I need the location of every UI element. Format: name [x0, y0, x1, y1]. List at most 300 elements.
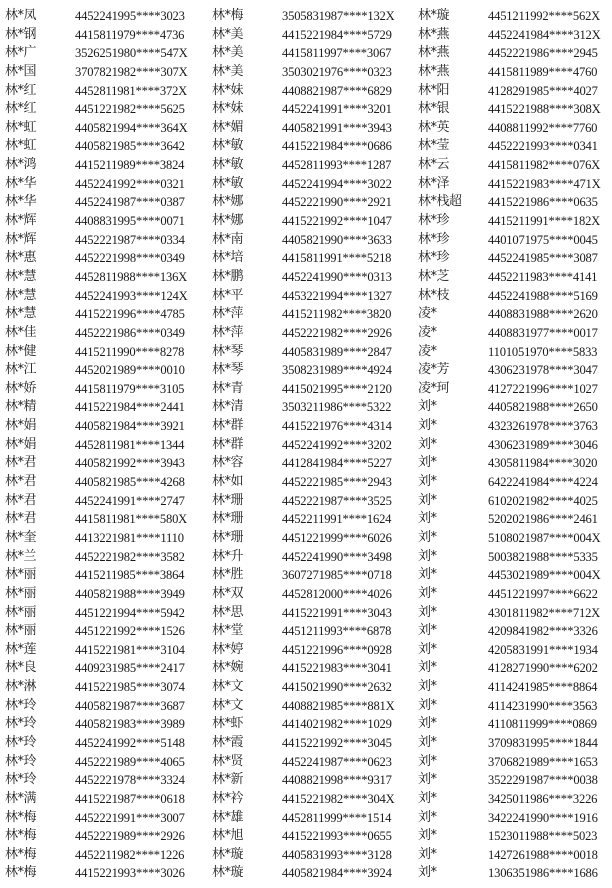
list-row	[212, 492, 417, 511]
id-number: 4305811984****3020	[488, 456, 598, 471]
person-name: 林*敏	[212, 157, 244, 173]
list-row	[418, 771, 612, 790]
id-number: 4209841982****3326	[488, 624, 598, 639]
list-row	[5, 622, 210, 641]
person-name: 林*璇	[212, 865, 244, 881]
person-name: 林*珍	[418, 231, 450, 247]
id-number: 4127221996****1027	[488, 381, 598, 396]
person-name: 林*君	[5, 474, 37, 490]
id-number: 4452221985****2943	[282, 475, 392, 490]
id-number: 4114231990****3563	[488, 698, 598, 713]
person-name: 林*敏	[212, 138, 244, 154]
person-name: 刘*	[418, 455, 437, 471]
list-row	[5, 641, 210, 660]
person-name: 林*璇	[212, 846, 244, 862]
id-number: 4451221982****5625	[75, 102, 185, 117]
list-row	[418, 193, 612, 212]
list-row	[212, 82, 417, 101]
id-number: 4415221992****3045	[282, 735, 392, 750]
id-number: 4452241995****3023	[75, 9, 185, 23]
list-row	[212, 175, 417, 194]
list-row	[5, 193, 210, 212]
list-row	[5, 827, 210, 846]
list-row	[212, 26, 417, 45]
person-name: 林*慧	[5, 306, 37, 322]
person-name: 林*君	[5, 492, 37, 508]
person-name: 林*婷	[212, 641, 244, 657]
list-row	[5, 100, 210, 119]
id-number: 4415811979****3105	[75, 381, 185, 396]
id-number: 4452221986****0349	[75, 325, 185, 340]
list-row	[212, 63, 417, 82]
id-number: 4415221988****308X	[488, 102, 601, 117]
list-row	[5, 380, 210, 399]
id-number: 4408831977****0017	[488, 325, 598, 340]
list-row	[5, 417, 210, 436]
list-row	[418, 343, 612, 362]
list-row	[5, 790, 210, 809]
person-name: 林*珊	[212, 492, 244, 508]
id-number: 3709831995****1844	[488, 735, 598, 750]
list-row	[418, 753, 612, 772]
list-row	[418, 398, 612, 417]
id-number: 4452811988****136X	[75, 269, 188, 284]
person-name: 刘*	[418, 623, 437, 639]
list-row	[418, 641, 612, 660]
person-name: 刘*	[418, 679, 437, 695]
person-name: 林*江	[5, 362, 37, 378]
person-name: 林*文	[212, 679, 244, 695]
list-row	[5, 343, 210, 362]
id-number: 4451221996****0928	[282, 642, 392, 657]
person-name: 林*平	[212, 287, 244, 303]
list-row	[418, 436, 612, 455]
id-number: 4110811999****0869	[488, 717, 597, 732]
id-number: 3505831987****132X	[282, 9, 395, 23]
list-row	[5, 26, 210, 45]
id-number: 4128271990****6202	[488, 661, 598, 676]
id-number: 4452211991****1624	[282, 512, 392, 527]
person-name: 林*胜	[212, 567, 244, 583]
id-number: 4452221993****0341	[488, 139, 598, 154]
id-number: 3425011986****3226	[488, 791, 598, 806]
person-name: 刘*	[418, 697, 437, 713]
person-name: 林*丽	[5, 585, 37, 601]
person-name: 凌*	[418, 343, 437, 359]
id-number: 4452241992****3202	[282, 437, 392, 452]
list-row	[418, 678, 612, 697]
list-row	[5, 82, 210, 101]
id-number: 4414021982****1029	[282, 717, 392, 732]
list-row	[418, 510, 612, 529]
id-number: 4405821994****364X	[75, 120, 188, 135]
person-name: 林*美	[212, 45, 244, 61]
id-number: 4415021995****2120	[282, 381, 392, 396]
id-number: 4405821983****3989	[75, 717, 185, 732]
id-number: 4452241990****0313	[282, 269, 392, 284]
list-row	[5, 175, 210, 194]
list-row	[418, 305, 612, 324]
person-name: 林*君	[5, 455, 37, 471]
list-row	[5, 809, 210, 828]
list-row	[418, 734, 612, 753]
person-name: 林*娇	[5, 380, 37, 396]
person-name: 林*南	[212, 231, 244, 247]
list-row	[212, 287, 417, 306]
id-number: 4415221984****5729	[282, 27, 392, 42]
id-number: 4405821991****3943	[282, 120, 392, 135]
id-number: 4306231989****3046	[488, 437, 598, 452]
list-row	[212, 846, 417, 865]
list-row	[212, 436, 417, 455]
id-number: 4405821985****3642	[75, 139, 185, 154]
list-row	[418, 212, 612, 231]
id-number: 4452221982****2926	[282, 325, 392, 340]
id-number: 3422241990****1916	[488, 810, 598, 825]
id-number: 4401071975****0045	[488, 232, 598, 247]
id-number: 4451221999****6026	[282, 530, 392, 545]
id-number: 4415221985****3074	[75, 680, 185, 695]
person-name: 林*虹	[5, 138, 37, 154]
person-name: 林*堂	[212, 623, 244, 639]
list-row	[212, 398, 417, 417]
list-row	[212, 212, 417, 231]
list-row	[212, 193, 417, 212]
list-row	[418, 697, 612, 716]
person-name: 林*雄	[212, 809, 244, 825]
list-row	[212, 734, 417, 753]
id-number: 3526251980****547X	[75, 46, 188, 61]
list-row	[5, 436, 210, 455]
person-name: 林*群	[212, 418, 244, 434]
list-row	[212, 585, 417, 604]
person-name: 林*燕	[418, 63, 450, 79]
id-number: 4415211989****3824	[75, 158, 185, 173]
list-row	[212, 659, 417, 678]
list-row	[212, 790, 417, 809]
list-row	[5, 492, 210, 511]
person-name: 林*兰	[5, 548, 37, 564]
person-name: 林*红	[5, 82, 37, 98]
person-name: 林*娟	[5, 418, 37, 434]
id-number: 4452811999****1514	[282, 810, 392, 825]
id-number: 4452241992****5148	[75, 735, 185, 750]
id-number: 4453221994****1327	[282, 288, 392, 303]
id-number: 5003821988****5335	[488, 549, 598, 564]
id-number: 4415221976****4314	[282, 419, 392, 434]
list-row	[418, 26, 612, 45]
person-name: 林*玲	[5, 716, 37, 732]
person-name: 林*丽	[5, 623, 37, 639]
id-number: 3503021976****0323	[282, 64, 392, 79]
id-number: 4415221981****3104	[75, 642, 185, 657]
person-name: 刘*	[418, 734, 437, 750]
id-number: 4452221978****3324	[75, 773, 185, 788]
list-row	[418, 809, 612, 828]
id-number: 4452241988****5169	[488, 288, 598, 303]
id-number: 4415211985****3864	[75, 568, 185, 583]
id-number: 3706821989****1653	[488, 754, 598, 769]
list-row	[212, 137, 417, 156]
list-row	[212, 697, 417, 716]
person-name: 刘*	[418, 436, 437, 452]
id-number: 4453021989****004X	[488, 568, 601, 583]
person-name: 刘*	[418, 418, 437, 434]
person-name: 林*红	[5, 101, 37, 117]
person-name: 林*娜	[212, 213, 244, 229]
person-name: 刘*	[418, 585, 437, 601]
id-number: 4452211982****1226	[75, 847, 185, 862]
list-column-1	[5, 7, 210, 883]
person-name: 林*娟	[5, 436, 37, 452]
id-number: 4415211991****182X	[488, 214, 601, 229]
list-row	[418, 361, 612, 380]
person-name: 林*美	[212, 63, 244, 79]
id-number: 4405821987****3687	[75, 698, 185, 713]
list-row	[5, 44, 210, 63]
person-name: 林*莲	[5, 641, 37, 657]
person-name: 刘*	[418, 399, 437, 415]
id-number: 4415811997****3067	[282, 46, 392, 61]
id-number: 4114241985****8864	[488, 680, 598, 695]
id-number: 4205831991****1934	[488, 642, 598, 657]
list-row	[418, 63, 612, 82]
list-row	[5, 398, 210, 417]
person-name: 林*霞	[212, 734, 244, 750]
id-number: 4452221986****2945	[488, 46, 598, 61]
list-row	[418, 82, 612, 101]
id-number: 1427261988****0018	[488, 847, 598, 862]
person-name: 林*健	[5, 343, 37, 359]
list-row	[212, 343, 417, 362]
person-name: 刘*	[418, 828, 437, 844]
person-name: 林*美	[212, 26, 244, 42]
person-name: 刘*	[418, 529, 437, 545]
id-number: 4451211992****562X	[488, 9, 601, 23]
list-row	[212, 678, 417, 697]
person-name: 林*培	[212, 250, 244, 266]
person-name: 林*新	[212, 772, 244, 788]
list-row	[418, 846, 612, 865]
id-number: 4408811992****7760	[488, 120, 598, 135]
list-row	[5, 231, 210, 250]
person-name: 刘*	[418, 548, 437, 564]
id-number: 4452811993****1287	[282, 158, 392, 173]
list-row	[418, 100, 612, 119]
person-name: 刘*	[418, 567, 437, 583]
person-name: 林*阳	[418, 82, 450, 98]
list-row	[212, 417, 417, 436]
id-number: 4452241992****0321	[75, 176, 185, 191]
list-row	[212, 827, 417, 846]
person-name: 林*琴	[212, 343, 244, 359]
list-row	[418, 864, 612, 883]
person-name: 林*泽	[418, 175, 450, 191]
id-number: 4451211993****6878	[282, 624, 392, 639]
person-name: 林*莹	[418, 138, 450, 154]
person-name: 林*芝	[418, 268, 450, 284]
list-row	[212, 566, 417, 585]
person-name: 林*玲	[5, 734, 37, 750]
person-name: 刘*	[418, 492, 437, 508]
person-name: 林*媚	[212, 119, 244, 135]
list-row	[5, 753, 210, 772]
person-name: 林*梅	[5, 809, 37, 825]
id-number: 4452221989****4065	[75, 754, 185, 769]
id-number: 4323261978****3763	[488, 419, 598, 434]
person-name: 林*辉	[5, 213, 37, 229]
list-row	[5, 305, 210, 324]
list-row	[5, 678, 210, 697]
id-number: 4408821998****9317	[282, 773, 392, 788]
id-number: 4415221993****3026	[75, 866, 185, 881]
list-row	[212, 380, 417, 399]
id-number: 1101051970****5833	[488, 344, 598, 359]
list-row	[212, 715, 417, 734]
list-row	[418, 324, 612, 343]
id-number: 4452241985****3087	[488, 251, 598, 266]
person-name: 刘*	[418, 641, 437, 657]
id-number: 3522291987****0038	[488, 773, 598, 788]
list-row	[212, 473, 417, 492]
id-number: 4128291985****4027	[488, 83, 598, 98]
id-number: 4405821992****3943	[75, 456, 185, 471]
list-row	[418, 156, 612, 175]
person-name: 林*钢	[5, 26, 37, 42]
id-number: 4415221983****471X	[488, 176, 601, 191]
person-name: 林*玲	[5, 753, 37, 769]
list-row	[212, 249, 417, 268]
list-row	[212, 809, 417, 828]
id-number: 4452811981****1344	[75, 437, 185, 452]
id-number: 4415811979****4736	[75, 27, 185, 42]
person-name: 凌*	[418, 306, 437, 322]
person-name: 林*妹	[212, 82, 244, 98]
list-row	[212, 622, 417, 641]
id-number: 4415221982****304X	[282, 791, 395, 806]
id-number: 4408831995****0071	[75, 214, 185, 229]
person-name: 凌*芳	[418, 362, 450, 378]
person-name: 林*玲	[5, 697, 37, 713]
list-row	[418, 268, 612, 287]
person-name: 林*英	[418, 119, 450, 135]
id-number: 4452221991****3007	[75, 810, 185, 825]
id-number: 4415221993****0655	[282, 829, 392, 844]
person-name: 刘*	[418, 474, 437, 490]
id-number: 4452221987****0334	[75, 232, 185, 247]
person-name: 林*虾	[212, 716, 244, 732]
person-name: 林*广	[5, 45, 37, 61]
list-row	[418, 380, 612, 399]
id-number: 4415811981****580X	[75, 512, 188, 527]
person-name: 林*精	[5, 399, 37, 415]
person-name: 林*珍	[418, 213, 450, 229]
list-row	[5, 212, 210, 231]
id-number: 4415221987****0618	[75, 791, 185, 806]
id-number: 4405821988****2650	[488, 400, 598, 415]
id-number: 4452221987****3525	[282, 493, 392, 508]
list-column-3	[418, 7, 612, 883]
person-name: 林*淋	[5, 679, 37, 695]
list-row	[5, 268, 210, 287]
id-number: 3503211986****5322	[282, 400, 392, 415]
person-name: 林*双	[212, 585, 244, 601]
person-name: 林*慧	[5, 268, 37, 284]
id-number: 4451221992****1526	[75, 624, 185, 639]
person-name: 林*衿	[212, 790, 244, 806]
id-number: 6422241984****4224	[488, 475, 598, 490]
person-name: 林*文	[212, 697, 244, 713]
id-number: 3607271985****0718	[282, 568, 392, 583]
list-row	[212, 268, 417, 287]
list-row	[418, 175, 612, 194]
id-number: 4452241984****312X	[488, 27, 601, 42]
list-row	[212, 753, 417, 772]
person-name: 林*珊	[212, 511, 244, 527]
person-name: 林*枝	[418, 287, 450, 303]
id-number: 4452811981****372X	[75, 83, 188, 98]
person-name: 凌*	[418, 324, 437, 340]
id-number: 4408821985****881X	[282, 698, 395, 713]
id-number: 3508231989****4924	[282, 363, 392, 378]
person-name: 林*梅	[5, 846, 37, 862]
id-number: 4452241990****3498	[282, 549, 392, 564]
person-name: 林*婉	[212, 660, 244, 676]
person-name: 林*华	[5, 194, 37, 210]
list-row	[418, 659, 612, 678]
list-row	[418, 604, 612, 623]
id-number: 4405821990****3633	[282, 232, 392, 247]
id-number: 4306231978****3047	[488, 363, 598, 378]
person-name: 林*娜	[212, 194, 244, 210]
id-number: 4405821984****3924	[282, 866, 392, 881]
id-number: 1306351986****1686	[488, 866, 598, 881]
list-row	[212, 864, 417, 883]
person-name: 林*梅	[212, 8, 244, 23]
person-name: 林*珊	[212, 529, 244, 545]
person-name: 刘*	[418, 846, 437, 862]
person-name: 刘*	[418, 809, 437, 825]
person-name: 林*思	[212, 604, 244, 620]
id-number: 4415221984****2441	[75, 400, 185, 415]
person-name: 林*玲	[5, 772, 37, 788]
id-number: 4415221991****3043	[282, 605, 392, 620]
person-name: 林*敏	[212, 175, 244, 191]
list-row	[212, 7, 417, 26]
person-name: 林*贤	[212, 753, 244, 769]
person-name: 林*容	[212, 455, 244, 471]
person-name: 林*凤	[5, 8, 37, 23]
person-name: 林*萍	[212, 306, 244, 322]
id-number: 4452241991****2747	[75, 493, 185, 508]
list-row	[5, 361, 210, 380]
list-row	[5, 249, 210, 268]
list-row	[5, 771, 210, 790]
list-row	[5, 529, 210, 548]
id-number: 3707821982****307X	[75, 64, 188, 79]
list-row	[212, 324, 417, 343]
list-row	[5, 659, 210, 678]
person-name: 刘*	[418, 604, 437, 620]
id-number: 4415811982****076X	[488, 158, 601, 173]
id-number: 4412841984****5227	[282, 456, 392, 471]
list-row	[418, 548, 612, 567]
id-number: 4452221982****3582	[75, 549, 185, 564]
id-number: 4415221996****4785	[75, 307, 185, 322]
list-row	[5, 864, 210, 883]
list-row	[5, 7, 210, 26]
id-number: 4451221997****6622	[488, 586, 598, 601]
